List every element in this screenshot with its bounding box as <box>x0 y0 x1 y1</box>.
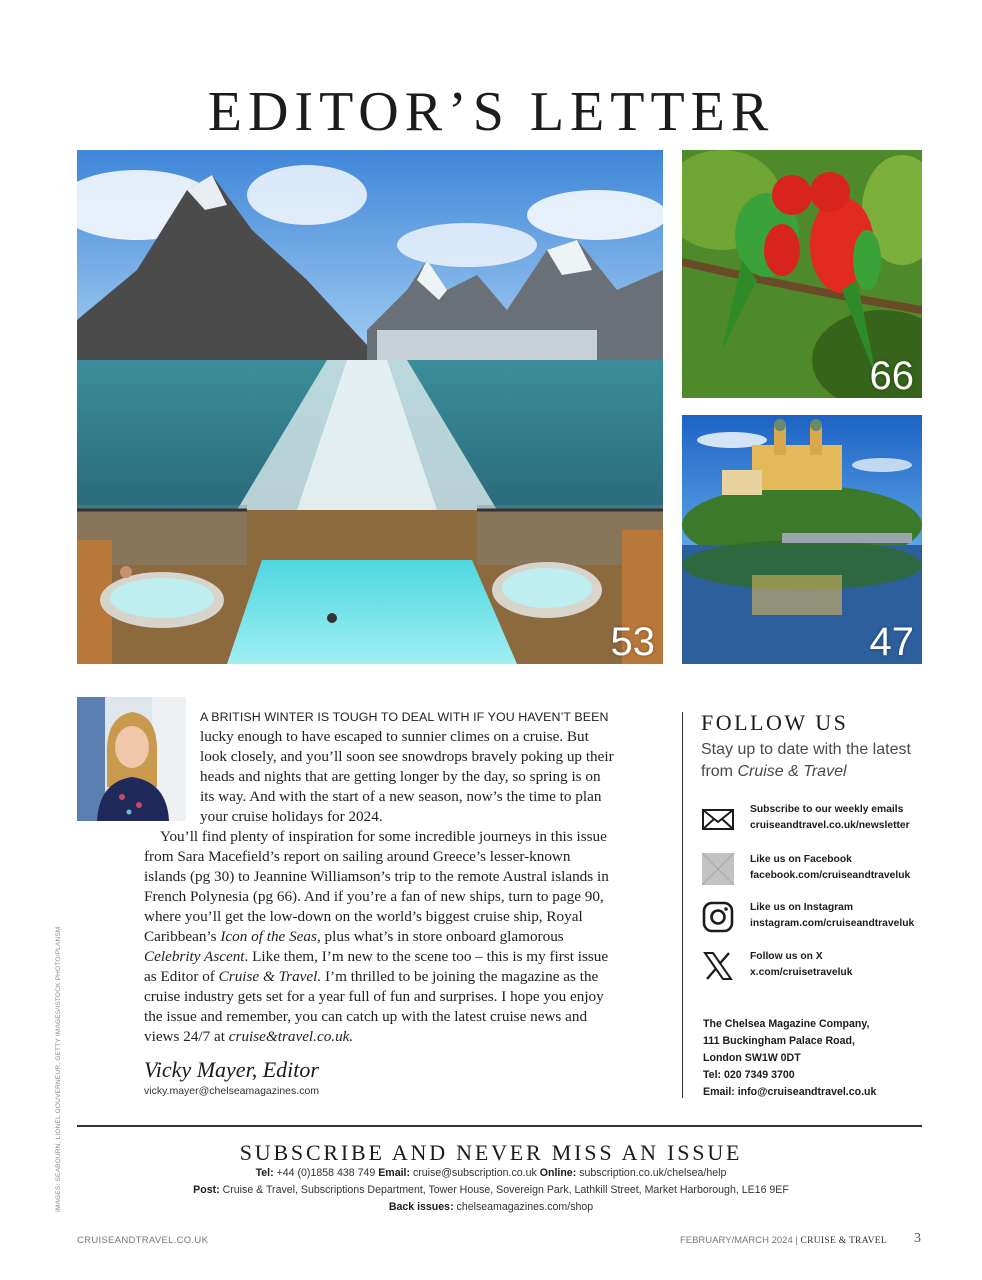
social-label: Follow us on X <box>750 951 823 962</box>
follow-us-heading: FOLLOW US <box>701 710 849 735</box>
letter-body <box>144 707 614 1047</box>
back-issues-value[interactable]: chelseamagazines.com/shop <box>456 1201 594 1213</box>
address-phone: Tel: 020 7349 3700 <box>703 1069 795 1081</box>
footer-website: CRUISEANDTRAVEL.CO.UK <box>77 1235 209 1246</box>
magazine-name: Cruise & Travel <box>737 763 847 780</box>
page-reference-number: 53 <box>610 620 655 664</box>
section-divider <box>77 1125 922 1127</box>
letter-text: , plus what’s in store onboard glamorous <box>316 928 564 945</box>
x-icon <box>701 949 735 983</box>
post-label: Post: <box>193 1184 220 1196</box>
main-photo-fjord <box>77 150 663 664</box>
editor-signature: Vicky Mayer, Editor <box>144 1057 319 1082</box>
social-label: Like us on Instagram <box>750 902 853 913</box>
follow-us-subtitle <box>701 739 927 783</box>
magazine-brand: CRUISE & TRAVEL <box>800 1236 887 1246</box>
instagram-icon <box>701 900 735 934</box>
back-issues-label: Back issues: <box>388 1201 454 1213</box>
ship-name: Icon of the Seas <box>220 928 317 945</box>
parrots-photo <box>682 150 922 398</box>
image-credits: IMAGES: SEABOURN, LIONEL GOUVERNEUR, GETTY IMAGES/ISTOCK PHOTO/PLANSM <box>55 926 62 1212</box>
follow-us-subtitle-text: Stay up to date with the latest from <box>701 741 911 780</box>
social-item-text <box>750 949 852 981</box>
social-label: Subscribe to our weekly emails <box>750 804 904 815</box>
address-email[interactable]: Email: info@cruiseandtravel.co.uk <box>703 1086 877 1098</box>
follow-us-panel <box>682 712 927 1098</box>
subscribe-back-issues-line <box>0 1201 982 1213</box>
post-value: Cruise & Travel, Subscriptions Department, Tower House, Sovereign Park, Lathkill Street, Market Harborough, LE16 9EF <box>222 1184 789 1196</box>
online-value[interactable]: subscription.co.uk/chelsea/help <box>579 1167 727 1179</box>
page-reference-number: 66 <box>869 354 914 398</box>
social-item-text <box>750 900 914 932</box>
footer-issue: FEBRUARY/MARCH 2024 | CRUISE & TRAVEL <box>679 1235 887 1246</box>
online-label: Online: <box>539 1167 577 1179</box>
page-number: 3 <box>914 1231 921 1246</box>
subscribe-post-line <box>0 1184 982 1196</box>
letter-paragraph-2 <box>144 827 614 1047</box>
abbey-photo <box>682 415 922 664</box>
letter-paragraph-1-text: lucky enough to have escaped to sunnier climes on a cruise. But look closely, and you’ll soon see snowdrops bravely poking up their heads and nights that are getting longer by the day, so spring is on its way. And with the start of a new season, now’s the time to plan your cruise holidays for 2024. <box>200 728 614 825</box>
page-title: EDITOR’S LETTER <box>207 81 775 143</box>
tel-value: +44 (0)1858 438 749 <box>276 1167 376 1179</box>
letter-text: I’m thrilled to be joining the magazine as the cruise industry gets set for a year full of fun and surprises. I hope you enjoy the issue and remember, you can catch up with the latest cruise news and views 24/7 at <box>144 968 604 1045</box>
email-value[interactable]: cruise@subscription.co.uk <box>412 1167 537 1179</box>
email-label: Email: <box>378 1167 411 1179</box>
social-link[interactable]: cruiseandtravel.co.uk/newsletter <box>750 820 910 831</box>
magazine-name: Cruise & Travel. <box>218 968 322 985</box>
social-item-newsletter[interactable] <box>701 802 931 842</box>
address-line: The Chelsea Magazine Company, <box>703 1018 870 1030</box>
subscribe-heading: SUBSCRIBE AND NEVER MISS AN ISSUE <box>239 1140 743 1165</box>
address-line: London SW1W 0DT <box>703 1052 801 1064</box>
website-mention: cruise&travel.co.uk. <box>228 1028 354 1045</box>
social-label: Like us on Facebook <box>750 854 852 865</box>
social-item-facebook[interactable] <box>701 852 931 892</box>
page-reference-number: 47 <box>869 620 914 664</box>
envelope-icon <box>701 802 735 836</box>
tel-label: Tel: <box>255 1167 274 1179</box>
ship-name: Celebrity Ascent <box>144 948 245 965</box>
subscribe-contact-line <box>0 1167 982 1179</box>
letter-text: . Like them, I’m new to the scene too – this is my first issue as Editor of <box>144 948 609 985</box>
issue-date: FEBRUARY/MARCH 2024 <box>679 1235 793 1246</box>
letter-lead-in: A BRITISH WINTER IS TOUGH TO DEAL WITH IF YOU HAVEN’T BEEN <box>200 710 609 724</box>
social-item-text <box>750 852 910 884</box>
letter-paragraph-1 <box>144 707 614 827</box>
facebook-icon <box>701 852 735 886</box>
fjord-illustration <box>77 150 663 664</box>
social-link[interactable]: instagram.com/cruiseandtraveluk <box>750 918 915 929</box>
social-link[interactable]: x.com/cruisetraveluk <box>750 967 853 978</box>
social-link[interactable]: facebook.com/cruiseandtraveluk <box>750 870 911 881</box>
letter-text: You’ll find plenty of inspiration for some incredible journeys in this issue from Sara Macefield’s report on sailing around Greece’s lesser-known islands (pg 30) to Jeannine Williamson’s trip to the remote Austral islands in French Polynesia (pg 66). And if you’re a fan of new ships, turn to page 90, where you’ll get the low-down on the world’s biggest cruise ship, Royal Caribbean’s <box>144 828 609 945</box>
address-line: 111 Buckingham Palace Road, <box>703 1035 855 1047</box>
publisher-address <box>703 1016 876 1101</box>
editor-email[interactable]: vicky.mayer@chelseamagazines.com <box>144 1085 320 1097</box>
social-item-x[interactable] <box>701 949 931 989</box>
social-item-instagram[interactable] <box>701 900 931 940</box>
social-item-text <box>750 802 910 834</box>
